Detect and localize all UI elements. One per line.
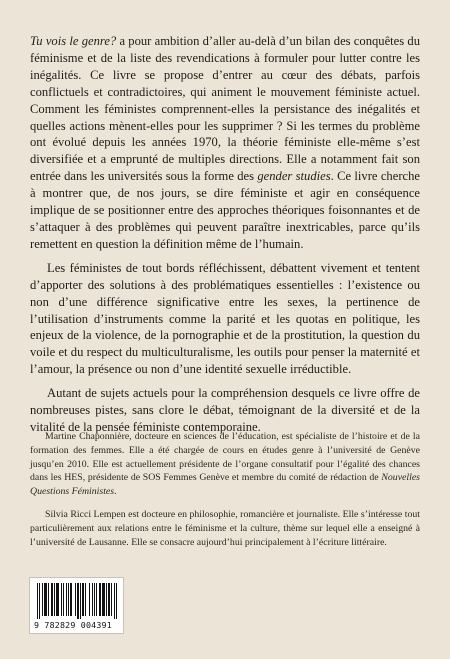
author-bios: [30, 430, 420, 558]
barcode-bar: [75, 583, 76, 616]
author-bio-chaponniere: [30, 430, 420, 499]
barcode-bar: [44, 583, 47, 616]
barcode-bar: [68, 583, 69, 616]
barcode-bar: [85, 583, 86, 616]
blurb-paragraph-1: [30, 33, 420, 253]
barcode-bar: [99, 583, 101, 616]
barcode-bar: [114, 583, 115, 619]
barcode-bar: [106, 583, 107, 616]
barcode-bar: [54, 583, 55, 616]
barcode-bar: [56, 583, 59, 616]
text-span: . Ce livre cherche à montrer que, de nos jours, se dire féministe et agir en conséquence implique de se positionner entre des approches théoriques foisonnantes et de s’attaquer à des problèmes qui peuvent paraître inextricables, parce qu’ils remettent en question la définition même de l’humain.: [30, 169, 420, 251]
blurb-text: [30, 33, 420, 443]
text-span-italic: gender studies: [257, 169, 331, 184]
barcode-bar: [116, 583, 117, 619]
barcode-bar: [111, 583, 112, 616]
barcode-bar: [102, 583, 105, 616]
barcode-bar: [48, 583, 49, 616]
isbn-barcode: [29, 577, 124, 634]
barcode-bar: [82, 583, 84, 616]
blurb-paragraph-3: [30, 385, 420, 436]
barcode-bars: [36, 583, 118, 619]
barcode-bar: [63, 583, 64, 616]
barcode-bar: [96, 583, 97, 616]
barcode-bar: [89, 583, 90, 616]
barcode-bar: [70, 583, 72, 616]
barcode-bar: [94, 583, 95, 616]
barcode-bar: [66, 583, 67, 616]
barcode-bar: [77, 583, 79, 619]
text-span: Silvia Ricci Lempen est docteure en philosophie, romancière et journaliste. Elle s’intéresse tout particulièrement aux relations entre le féminisme et la culture, thème sur lequel elle a enseigné à l’université de Lausanne. Elle se consacre aujourd’hui principalement à l’écriture littéraire.: [30, 508, 420, 548]
author-bio-ricci-lempen: [30, 508, 420, 549]
book-title-inline: Tu vois le genre?: [30, 34, 117, 48]
text-span: Les féministes de tout bords réfléchissent, débattent vivement et tentent d’apporter des solutions à des problématiques essentielles : l’existence ou non d’une différence significative entre les sexes, la pertinence de l’utilisation d’instruments comme la parité et les quotas en politique, les enjeux de la violence, de la pornographie et de la prostitution, la question du voile et du respect du multiculturalisme, les outils pour penser la maternité et l’amour, la présence ou non d’une identité sexuelle irréductible.: [30, 260, 420, 377]
text-span: Martine Chaponnière, docteure en sciences de l’éducation, est spécialiste de l’histoire et de la formation des femmes. Elle a été chargée de cours en études genre à l’université de Genève jusqu’en 2010. Elle est actuellement présidente de l’organe consultatif pour l’égalité des chances dans les HES, présidente de SOS Femmes Genève et membre du comité de rédaction de: [30, 431, 420, 484]
barcode-bar: [37, 583, 38, 619]
barcode-bar: [92, 583, 93, 616]
text-span: Autant de sujets actuels pour la compréhension desquels ce livre offre de nombreuses pistes, sans clore le débat, témoignant de la diversité et de la vitalité de la pensée féministe contemporaine.: [30, 386, 420, 434]
barcode-bar: [51, 583, 53, 616]
barcode-bar: [108, 583, 110, 616]
barcode-bar: [61, 583, 62, 616]
barcode-bar: [80, 583, 81, 619]
blurb-paragraph-2: [30, 260, 420, 378]
journal-title: Nouvelles Questions Féministes: [30, 472, 420, 498]
text-span: .: [114, 486, 117, 498]
barcode-bar: [39, 583, 40, 619]
barcode-bar: [42, 583, 43, 616]
barcode-digits: 9 782829 004391: [34, 620, 112, 630]
text-span: a pour ambition d’aller au-delà d’un bilan des conquêtes du féminisme et de la liste des revendications à formuler pour lutter contre les inégalités. Ce livre se propose d’entrer au cœur des débats, parfois conflictuels et contradictoires, qui animent le mouvement féministe actuel. Comment les féministes comprennent-elles la persistance des inégalités et quelles actions mènent-elles pour les supprimer ? Si les termes du problème ont évolué depuis les années 1970, la théorie féministe elle-même s’est diversifiée et a emprunté de multiples directions. Elle a notamment fait son entrée dans les universités sous la forme des: [30, 34, 420, 184]
